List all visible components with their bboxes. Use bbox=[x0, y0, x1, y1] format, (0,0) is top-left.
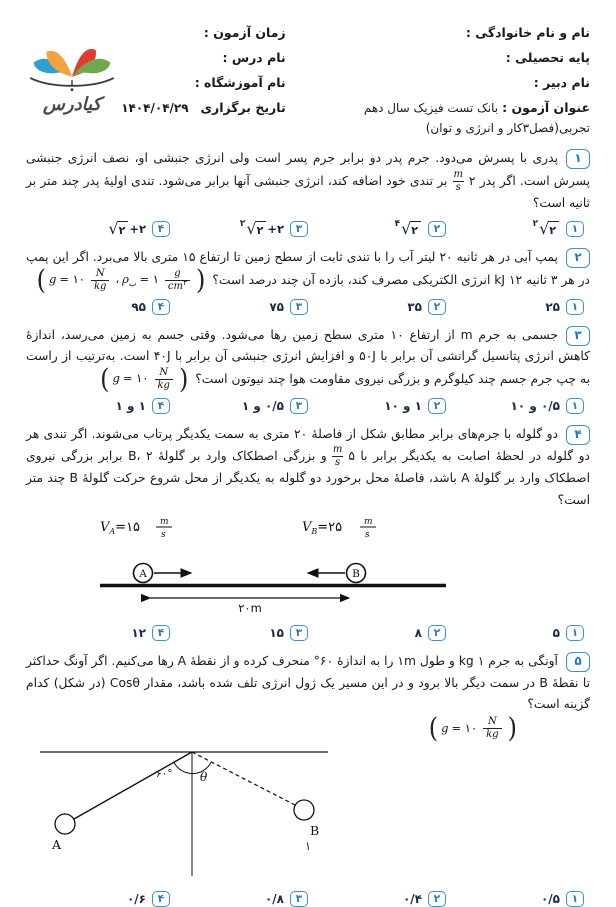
question-number-badge: ۲ bbox=[566, 248, 590, 268]
option-number-badge: ۳ bbox=[290, 299, 308, 315]
option-number-badge: ۴ bbox=[152, 299, 170, 315]
option-2 bbox=[308, 299, 446, 315]
question-4 bbox=[26, 424, 590, 642]
logo-wordmark: کیادرس bbox=[42, 94, 102, 115]
school-name-field-label: نام آموزشگاه : bbox=[194, 75, 286, 90]
option-value: ۳۵ bbox=[407, 299, 422, 314]
question-text bbox=[26, 424, 590, 512]
question-text bbox=[26, 651, 590, 716]
option-4 bbox=[32, 625, 170, 641]
option-4 bbox=[32, 398, 170, 414]
option-value: ۰/۵ و ۱ bbox=[241, 398, 284, 413]
option-number-badge: ۲ bbox=[428, 299, 446, 315]
header-middle-column bbox=[118, 20, 286, 138]
option-value: ۱ و ۱ bbox=[115, 398, 146, 413]
svg-text:VA=۱۵: $V_A=۱۵$ bbox=[100, 520, 141, 536]
option-value: ۱ و ۱۰ bbox=[384, 398, 422, 413]
option-number-badge: ۲ bbox=[428, 221, 446, 237]
svg-text:B: B bbox=[352, 568, 360, 580]
options-row bbox=[26, 221, 590, 237]
option-value: ۰/۵ و ۱۰ bbox=[510, 398, 560, 413]
option-value: ۰/۸ bbox=[264, 891, 284, 906]
option-2 bbox=[308, 625, 446, 641]
page-number: ۱ bbox=[304, 839, 312, 853]
option-1 bbox=[446, 891, 584, 907]
g-formula: ( g = ۱۰ $\frac{N}{kg}$ ) bbox=[428, 712, 517, 744]
option-value: ۷۵ bbox=[269, 299, 284, 314]
given-values-formula: ( g = ۱۰ $\frac{N}{kg}$ ، ρ ب = ۱ g cm ۳ ) bbox=[36, 264, 206, 296]
question-text bbox=[26, 325, 591, 395]
option-value: ۰/۶ bbox=[126, 891, 146, 906]
option-number-badge: ۲ bbox=[428, 625, 446, 641]
option-value: ۴ √ ۲ bbox=[395, 221, 422, 237]
option-number-badge: ۴ bbox=[152, 625, 170, 641]
svg-text:s: s bbox=[365, 530, 370, 540]
svg-text:VB=۲۵: $V_B=۲۵$ bbox=[302, 520, 343, 536]
option-value: ۲ √ ۲ +۲ bbox=[239, 219, 284, 238]
question-number-badge: ۳ bbox=[566, 326, 590, 346]
question-2 bbox=[26, 247, 590, 315]
question-text-part1: پمپ آبی در هر ثانیه ۲۰ لیتر آب را با تندی ثابت از سطح زمین تا ارتفاع ۱۵ متری بالا می‌برد. اگر این پمپ در هر ۳ ثانیه ۱۲ kJ انرژی الکتریکی مصرف کند، بازده آن چند درصد است؟ bbox=[26, 250, 590, 287]
option-3 bbox=[170, 891, 308, 907]
option-2 bbox=[308, 221, 446, 237]
option-value: ۵ bbox=[552, 626, 560, 640]
question-text bbox=[26, 148, 590, 214]
pendulum-diagram-svg bbox=[34, 744, 334, 880]
svg-text:m: m bbox=[364, 517, 373, 527]
option-number-badge: ۴ bbox=[152, 891, 170, 907]
option-3 bbox=[170, 299, 308, 315]
option-value: ۹۵ bbox=[131, 299, 146, 314]
option-number-badge: ۲ bbox=[428, 891, 446, 907]
option-value: ۱۲ bbox=[131, 626, 146, 640]
svg-text:۶۰°: ۶۰° bbox=[156, 767, 173, 780]
svg-text:۲۰m: ۲۰m bbox=[238, 601, 262, 615]
exam-title-value: بانک تست فیزیک سال دهم bbox=[363, 101, 499, 115]
options-row bbox=[26, 299, 590, 315]
option-number-badge: ۱ bbox=[566, 891, 584, 907]
grade-field-label: پایه تحصیلی : bbox=[505, 50, 590, 65]
figure-collision-diagram bbox=[26, 511, 590, 618]
question-text-part1: دو گلوله با جرم‌های برابر مطابق شکل از فاصلهٔ ۲۰ متری به سمت یکدیگر پرتاب می‌شوند. اگر تندی هر دو گلوله در لحظهٔ اصابت به یکدیگر برابر با ۵ bbox=[26, 426, 591, 463]
question-number-badge: ۵ bbox=[566, 652, 590, 672]
radical-sign: √ bbox=[401, 219, 412, 238]
svg-text:B: B bbox=[310, 822, 320, 838]
option-3 bbox=[170, 398, 308, 414]
header-right-column bbox=[286, 20, 590, 138]
option-value: ۲۵ bbox=[545, 299, 560, 314]
option-value: ۰/۴ bbox=[402, 891, 422, 906]
option-number-badge: ۱ bbox=[566, 221, 584, 237]
exam-date-label: تاریخ برگزاری bbox=[200, 100, 286, 115]
g-formula: ( g = ۱۰ $\frac{N}{kg}$ ) bbox=[100, 363, 189, 395]
radical-sign: √ bbox=[108, 219, 119, 238]
open-book-logo-icon bbox=[26, 28, 118, 92]
option-number-badge: ۴ bbox=[152, 221, 170, 237]
figure-pendulum-diagram bbox=[26, 740, 590, 884]
exam-time-field-label: زمان آزمون : bbox=[203, 25, 286, 40]
radical-sign: √ bbox=[246, 219, 257, 238]
svg-text:A: A bbox=[52, 836, 62, 852]
option-value: ۱۵ bbox=[269, 626, 284, 640]
exam-date-value: ۱۴۰۴/۰۴/۲۹ bbox=[121, 101, 189, 115]
question-text-part2: و بزرگی اصطکاک وارد بر گلولهٔ B، ۲ برابر بزرگی نیروی اصطکاک وارد بر گلولهٔ A باشد، فاصلهٔ محل برخورد دو گلوله به یکدیگر از محل شروع حرکت گلولهٔ B چند متر است؟ bbox=[26, 449, 591, 507]
logo bbox=[26, 20, 118, 138]
exam-title bbox=[286, 98, 590, 138]
option-3 bbox=[170, 221, 308, 237]
exam-date bbox=[118, 98, 286, 118]
option-1 bbox=[446, 398, 584, 414]
question-number-badge: ۱ bbox=[566, 149, 590, 169]
student-name-field-label: نام و نام خانوادگی : bbox=[465, 25, 590, 40]
question-text bbox=[26, 247, 590, 296]
option-1 bbox=[446, 221, 584, 237]
option-1 bbox=[446, 625, 584, 641]
svg-text:θ: θ bbox=[200, 769, 208, 784]
option-4 bbox=[32, 891, 170, 907]
question-text-part1: جسمی به جرم m از ارتفاع ۱۰ متری سطح زمین رها می‌شود. وقتی جسم به زمین می‌رسد، اندازهٔ کاهش انرژی پتانسیل گرانشی آن برابر با ۵۰J و افزایش انرژی جنبشی آن برابر با ۴۰J است. به‌ترتیب از راست به چپ جرم جسم چند کیلوگرم و بزرگی نیروی مقاومت هوا چند نیوتون است؟ bbox=[26, 327, 591, 386]
header bbox=[26, 20, 590, 138]
speed-fraction: $\frac{m}{s}$ bbox=[453, 168, 463, 193]
question-5 bbox=[26, 651, 590, 907]
options-row bbox=[26, 891, 590, 907]
option-number-badge: ۱ bbox=[566, 625, 584, 641]
option-number-badge: ۳ bbox=[290, 221, 308, 237]
teacher-name-field-label: نام دبیر : bbox=[533, 75, 590, 90]
option-number-badge: ۳ bbox=[290, 398, 308, 414]
question-text-part1: آونگی به جرم ۱ kg و طول ۱m را به اندازهٔ ۶۰° منحرف کرده و از نقطهٔ A رها می‌کنیم. اگر آونگ حداکثر تا نقطهٔ B در سمت دیگر بالا برود و در این مسیر یک ژول انرژی تلف شده باشد، مقدار Cosθ (در شکل) کدام گزینه است؟ bbox=[26, 654, 591, 711]
question-text-part1: پدری با پسرش می‌دود. جرم پدر دو برابر جرم پسر است ولی انرژی جنبشی او، نصف انرژی جنبشی پسرش است. اگر پدر ۲ bbox=[26, 151, 590, 188]
option-number-badge: ۳ bbox=[290, 625, 308, 641]
option-3 bbox=[170, 625, 308, 641]
radical-sign: √ bbox=[539, 219, 550, 238]
question-1 bbox=[26, 148, 590, 237]
question-3 bbox=[26, 325, 590, 414]
g-formula-line bbox=[26, 712, 590, 744]
option-number-badge: ۳ bbox=[290, 891, 308, 907]
question-text-part2: بر تندی خود اضافه کند، انرژی جنبشی آنها برابر می‌شود. تندی اولیهٔ پدر چند متر بر ثانیه است؟ bbox=[26, 173, 590, 210]
options-row bbox=[26, 398, 590, 414]
option-1 bbox=[446, 299, 584, 315]
course-name-field-label: نام درس : bbox=[222, 50, 286, 65]
collision-diagram-svg bbox=[98, 514, 450, 614]
option-2 bbox=[308, 891, 446, 907]
option-value: ۰/۵ bbox=[540, 891, 560, 906]
option-number-badge: ۱ bbox=[566, 299, 584, 315]
options-row bbox=[26, 625, 590, 641]
exam-title-label: عنوان آزمون : bbox=[502, 100, 590, 115]
option-2 bbox=[308, 398, 446, 414]
option-4 bbox=[32, 221, 170, 237]
speed-fraction: $\frac{m}{s}$ bbox=[332, 444, 343, 468]
svg-text:A: A bbox=[139, 568, 147, 580]
option-value: ۸ bbox=[414, 626, 422, 640]
option-number-badge: ۴ bbox=[152, 398, 170, 414]
svg-text:m: m bbox=[160, 517, 169, 527]
question-number-badge: ۴ bbox=[566, 425, 590, 445]
option-value: ۲ √ ۲ bbox=[533, 221, 560, 237]
option-4 bbox=[32, 299, 170, 315]
exam-title-value-line2: تجربی(فصل۳کار و انرژی و توان) bbox=[425, 121, 590, 135]
svg-text:s: s bbox=[161, 530, 166, 540]
option-value: √ ۲ +۲ bbox=[108, 219, 146, 238]
option-number-badge: ۱ bbox=[566, 398, 584, 414]
option-number-badge: ۲ bbox=[428, 398, 446, 414]
